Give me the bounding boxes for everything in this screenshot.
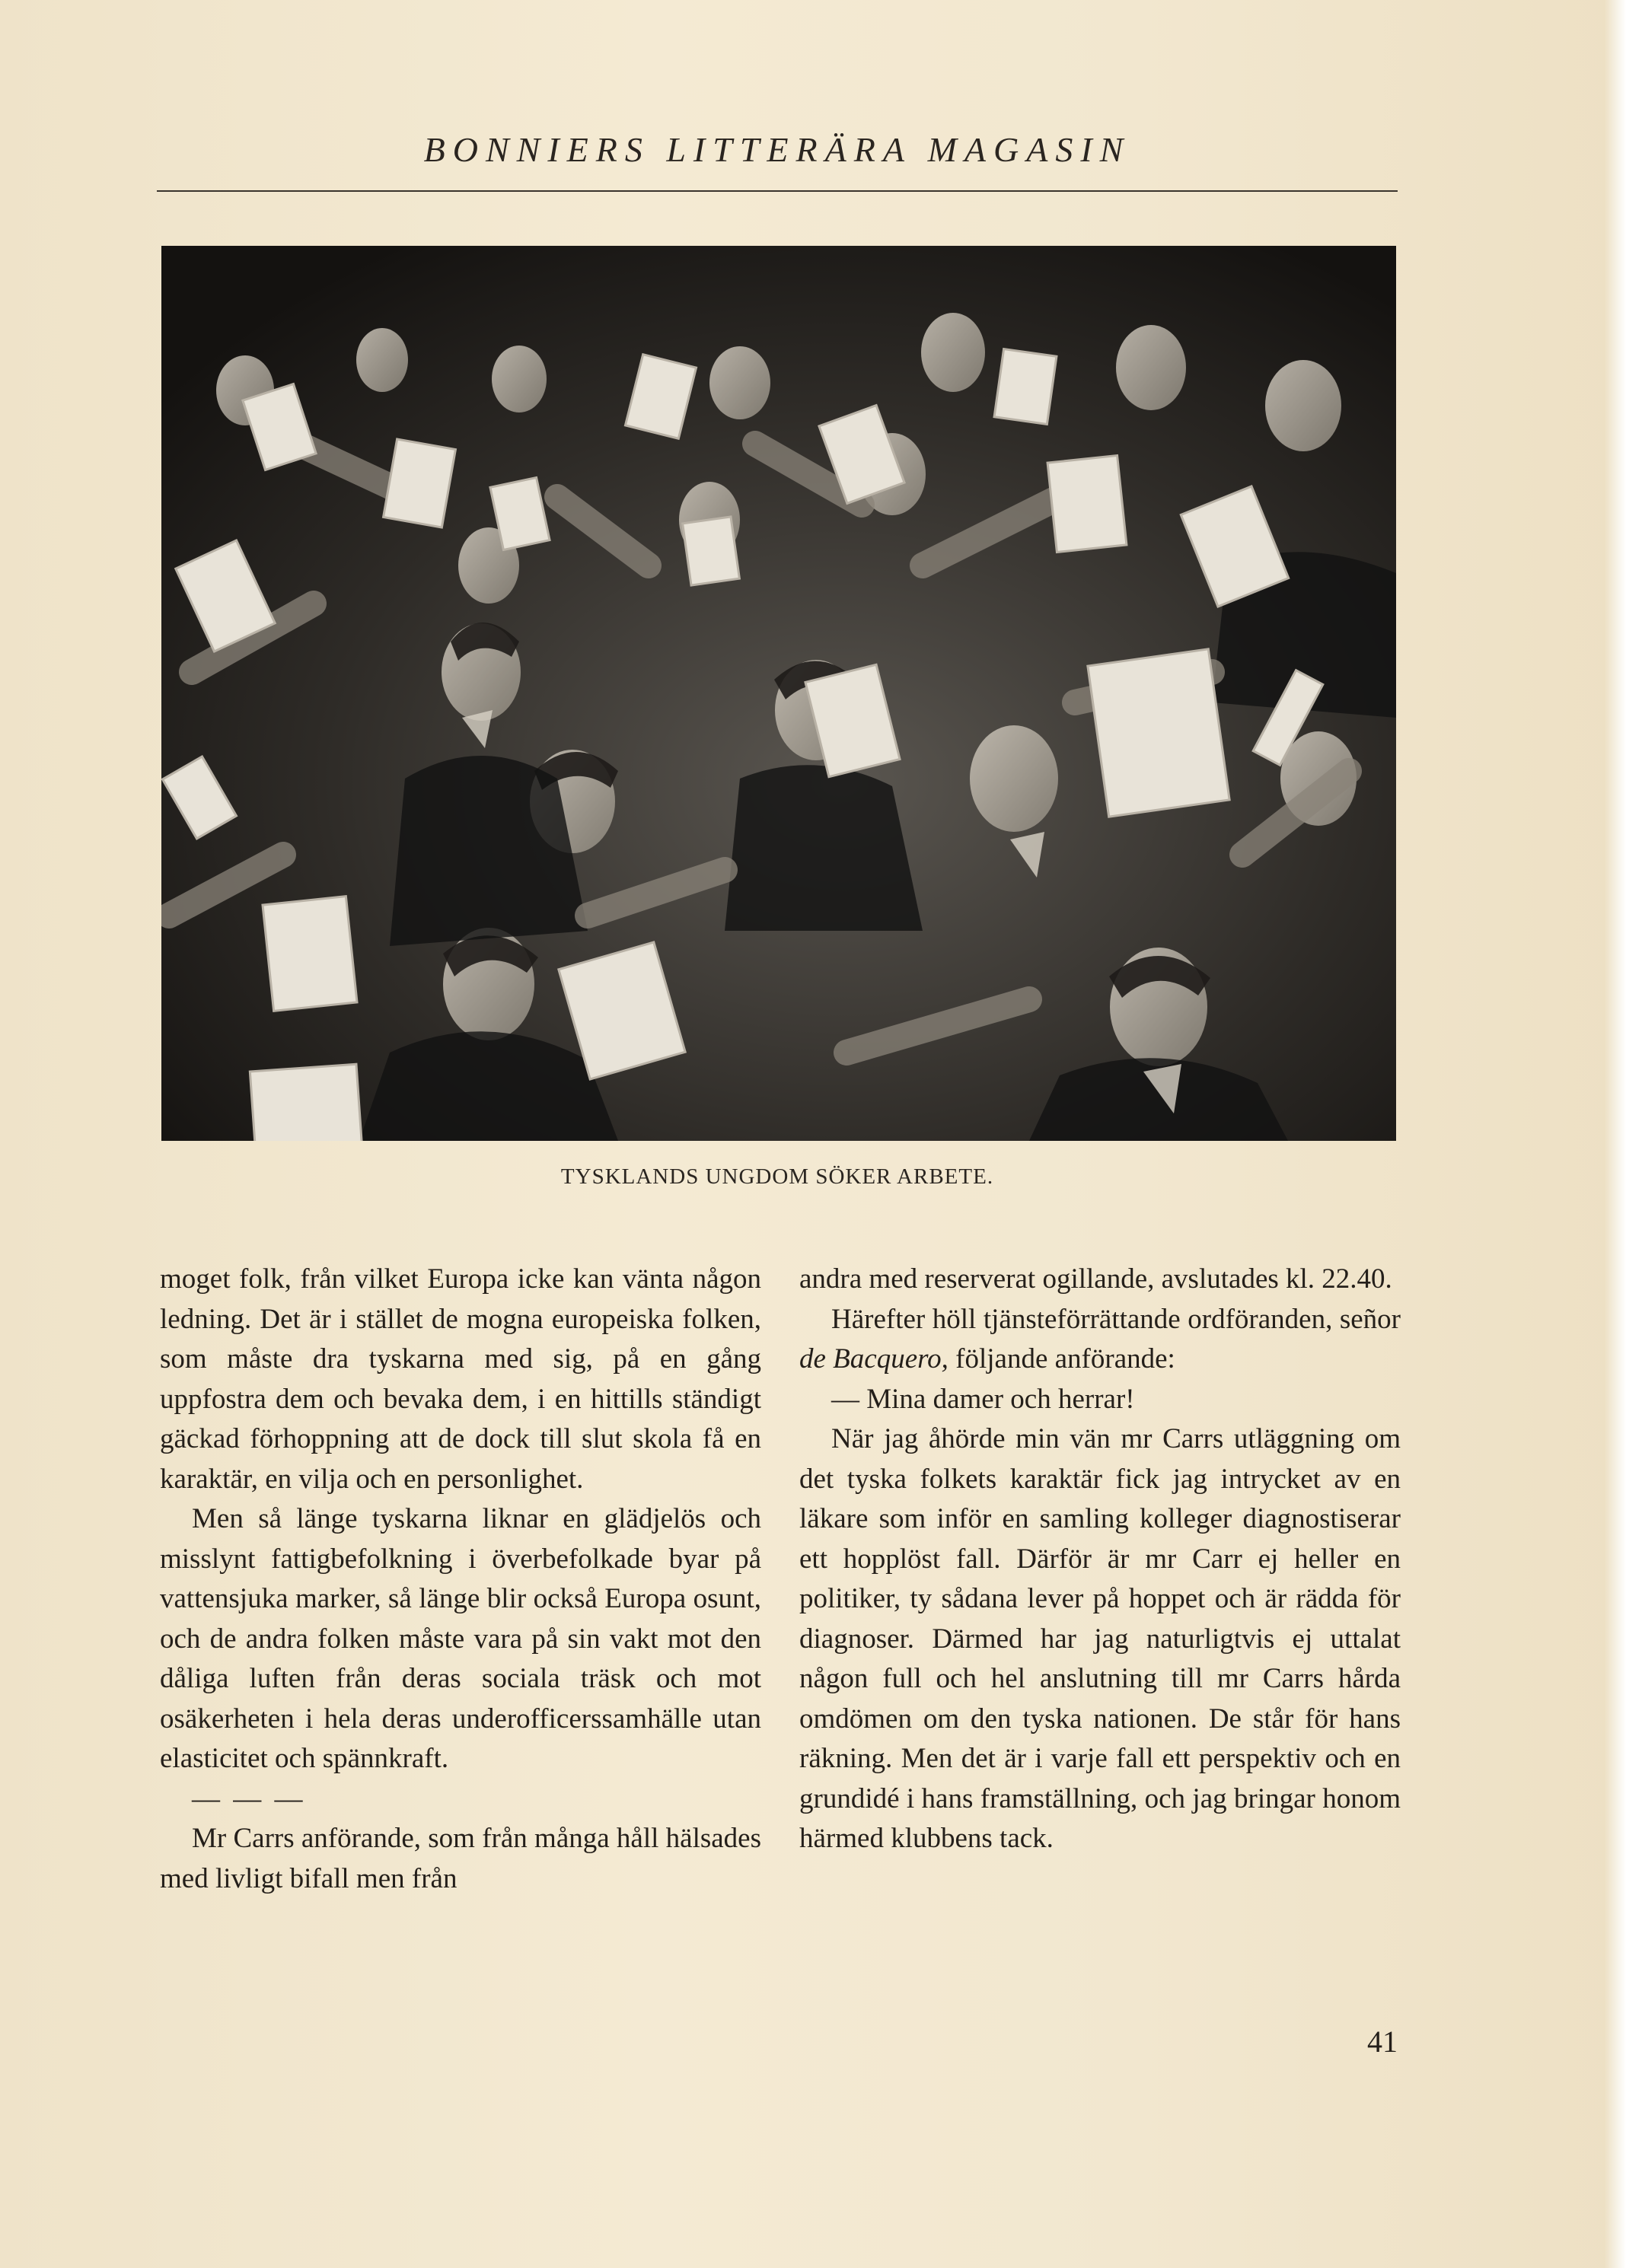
header-rule <box>157 190 1398 192</box>
paragraph <box>799 1300 1401 1380</box>
section-dashes: — — — <box>192 1782 306 1814</box>
right-column <box>799 1260 1401 1859</box>
running-head: BONNIERS LITTERÄRA MAGASIN <box>423 130 1131 169</box>
paragraph-text: följande anförande: <box>955 1343 1175 1374</box>
paragraph-text: Härefter höll tjänsteförrättande ordföranden, señor <box>831 1303 1401 1335</box>
paragraph: — Mina damer och herrar! <box>831 1383 1135 1415</box>
photograph-youth-holding-cards <box>161 246 1396 1141</box>
photo-illustration <box>161 246 1396 1141</box>
page-number: 41 <box>1367 2024 1398 2059</box>
speaker-name: de Bacquero, <box>799 1343 948 1374</box>
left-column <box>160 1260 761 1899</box>
photo-caption: TYSKLANDS UNGDOM SÖKER ARBETE. <box>560 1164 994 1189</box>
paragraph: moget folk, från vilket Europa icke kan vänta någon ledning. Det är i stället de mogna europeiska folken, som måste dra tyskarna med sig, på en gång uppfostra dem och bevaka dem, i en hittills ständigt gäckad förhoppning att de dock till slut skola få en karaktär, en vilja och en personlighet. <box>160 1263 761 1495</box>
paragraph: Men så länge tyskarna liknar en glädjelös och misslynt fattigbefolkning i överbefolkade byar på vattensjuka marker, så länge blir också Europa osunt, och de andra folken måste vara på sin vakt mot den dåliga luften från deras sociala träsk och mot osäkerheten i hela deras underofficerssamhälle utan elasticitet och spännkraft. <box>160 1503 761 1774</box>
paragraph: Mr Carrs anförande, som från många håll hälsades med livligt bifall men från <box>160 1823 761 1894</box>
paragraph: När jag åhörde min vän mr Carrs utläggning om det tyska folkets karaktär fick jag intrycket av en läkare som inför en samling kolleger diagnostiserar ett hopplöst fall. Därför är mr Carr ej heller en politiker, ty sådana lever på hoppet och är rädda för diagnoser. Därmed har jag naturligtvis ej uttalat någon full och hel anslutning till mr Carrs hårda omdömen om den tyska nationen. De står för hans räkning. Men det är i varje fall ett perspektiv och en grundidé i hans framställning, och jag bringar honom härmed klubbens tack. <box>799 1423 1401 1854</box>
paragraph: andra med reserverat ogillande, avslutades kl. 22.40. <box>799 1263 1392 1295</box>
